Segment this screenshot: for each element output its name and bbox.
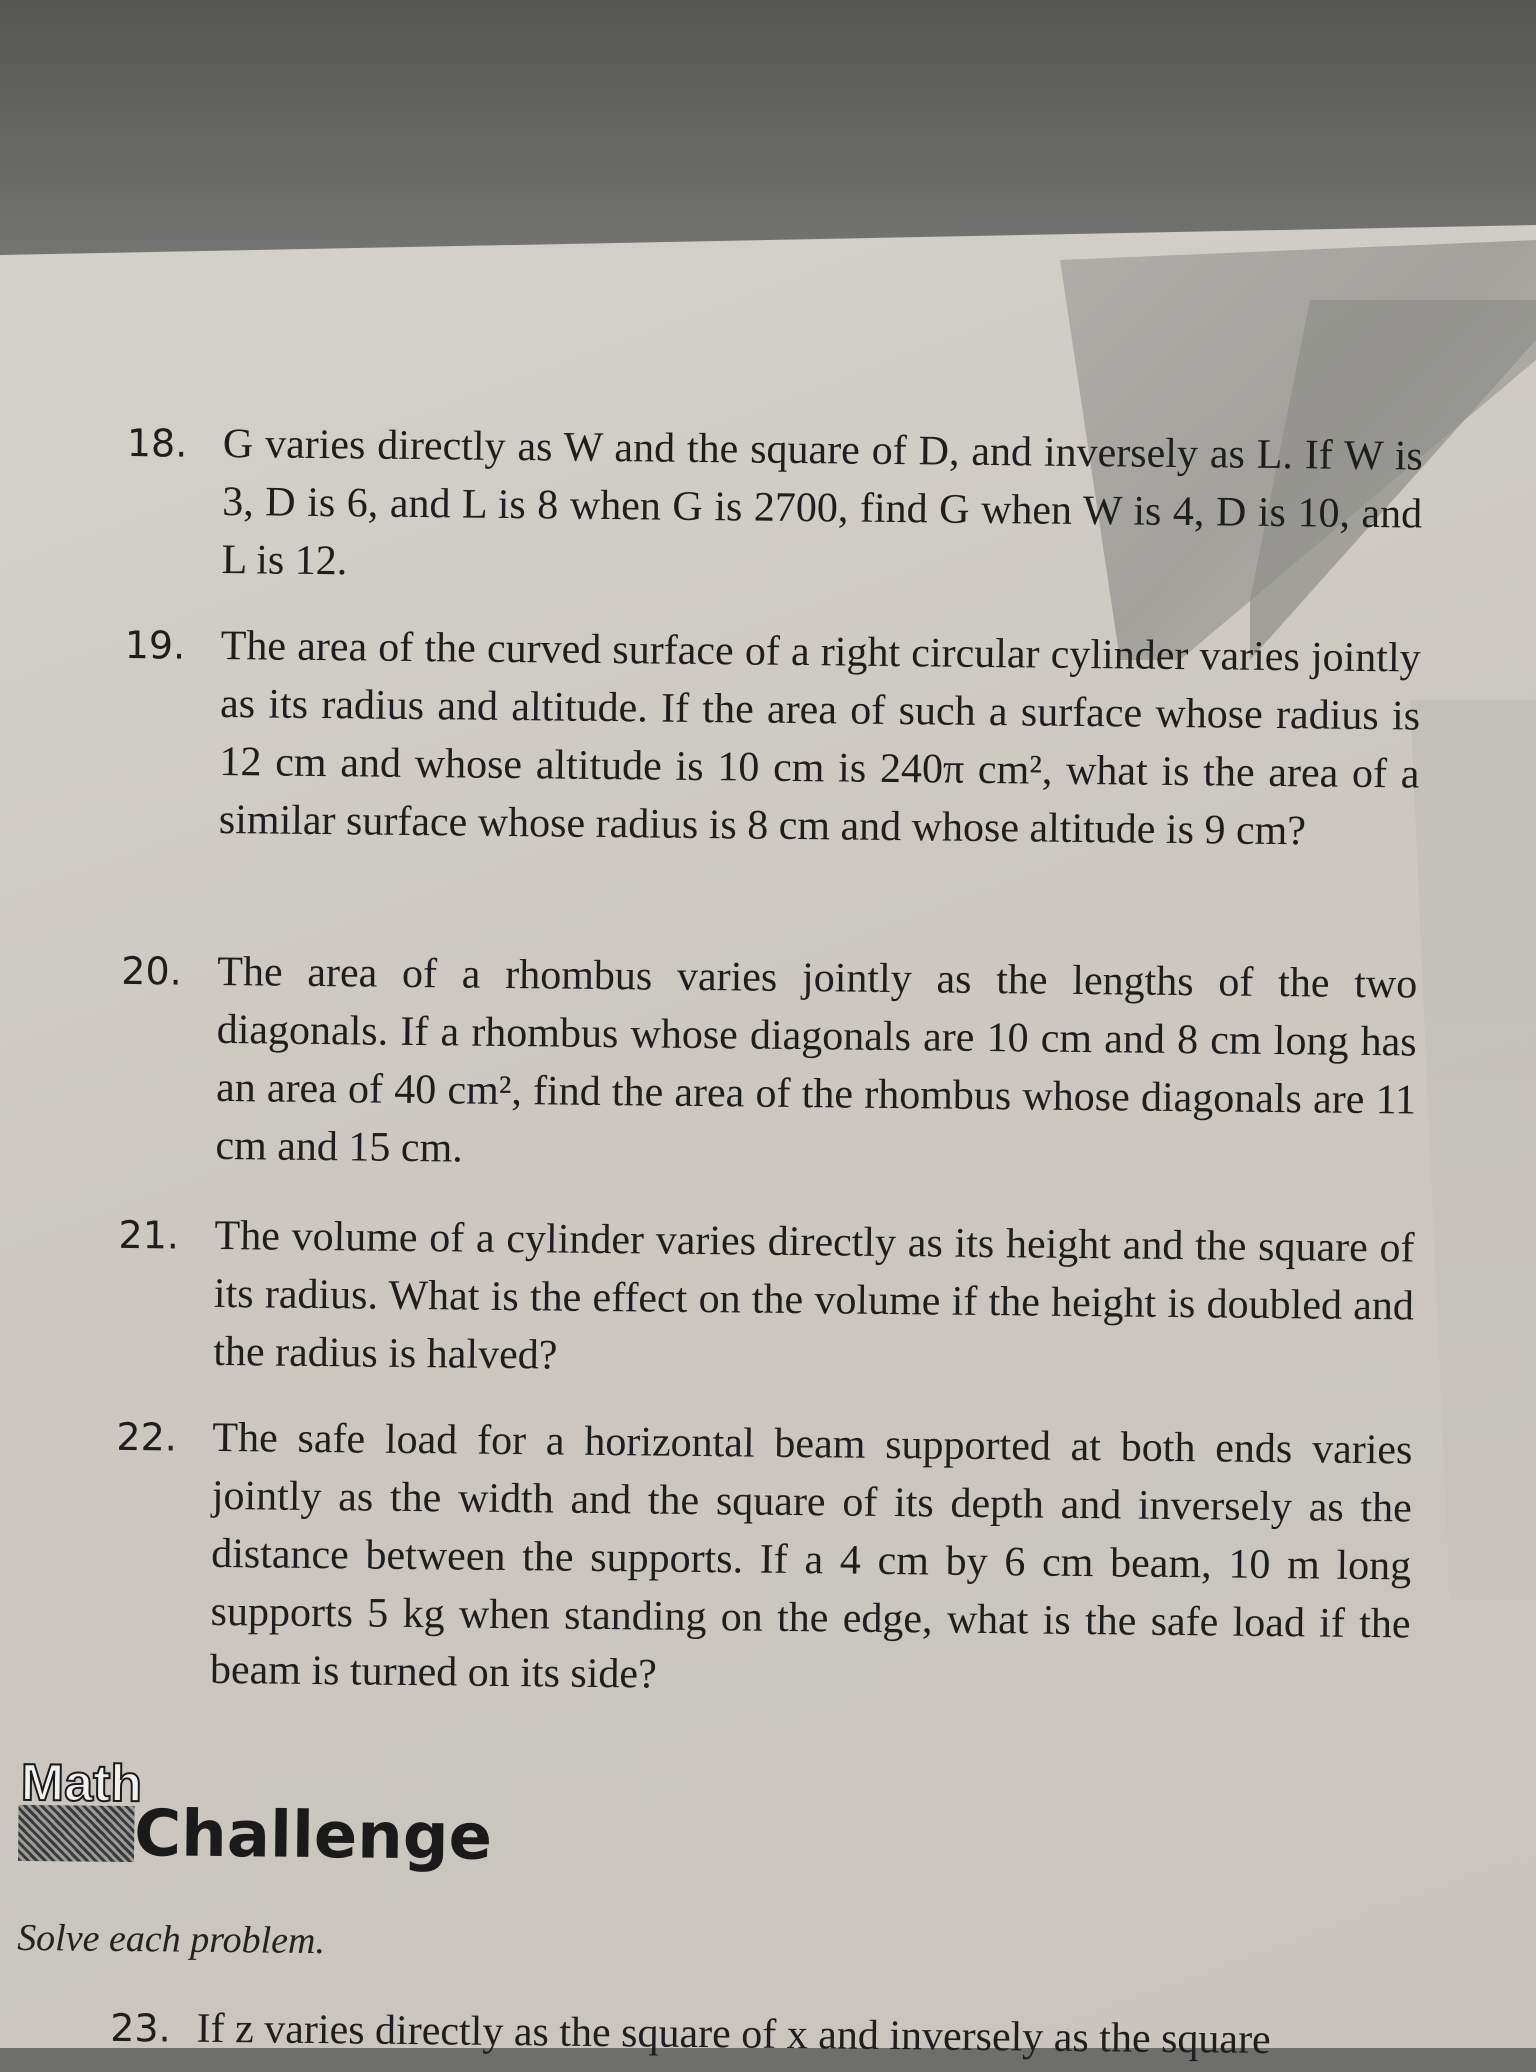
problem-number: 20. bbox=[121, 948, 182, 994]
challenge-instruction: Solve each problem. bbox=[16, 1916, 326, 1963]
problem-19 bbox=[124, 616, 1425, 855]
math-challenge-logo bbox=[14, 1753, 535, 1878]
challenge-title: Challenge bbox=[133, 1797, 493, 1875]
problem-number: 19. bbox=[124, 622, 186, 668]
challenge-math-label: Math bbox=[20, 1753, 143, 1814]
problem-text: The area of a rhombus varies jointly as the lengths of the two diagonals. If a rhombus whose diagonals are 10 cm and 8 cm long has an area of 40 cm², find the area of the rhombus whose diagonals are 11 cm and 15 cm. bbox=[215, 948, 1418, 1172]
problem-number: 18. bbox=[126, 420, 188, 466]
problem-22 bbox=[116, 1408, 1417, 1698]
problem-text: G varies directly as W and the square of D, and inversely as L. If W is 3, D is 6, and L is 8 when G is 2700, find G when W is 4, D is 10, and L is 12. bbox=[221, 420, 1424, 585]
problem-20 bbox=[121, 942, 1422, 1172]
problem-number: 21. bbox=[118, 1212, 180, 1258]
problem-23 bbox=[110, 1999, 1411, 2071]
problem-text: The volume of a cylinder varies directly as its height and the square of its radius. What is the effect on the volume if the height is doubled and the radius is halved? bbox=[213, 1212, 1415, 1379]
problem-number: 23. bbox=[110, 2005, 171, 2051]
problem-text: The safe load for a horizontal beam supported at both ends varies jointly as the width and the square of its depth and inversely as the distance between the supports. If a 4 cm by 6 cm beam, 10 m long supports 5 kg when standing on the edge, what is the safe load if the beam is turned on its side? bbox=[209, 1414, 1413, 1698]
problem-number: 22. bbox=[116, 1414, 178, 1460]
problem-text: The area of the curved surface of a right circular cylinder varies jointly as its radius and altitude. If the area of such a surface whose radius is 12 cm and whose altitude is 10 cm is 240π cm², what is the area of a similar surface whose radius is 8 cm and whose altitude is 9 cm? bbox=[218, 622, 1421, 855]
problem-21 bbox=[118, 1206, 1419, 1379]
problem-18 bbox=[126, 414, 1427, 585]
problem-text: If z varies directly as the square of x and inversely as the square bbox=[196, 2005, 1271, 2064]
